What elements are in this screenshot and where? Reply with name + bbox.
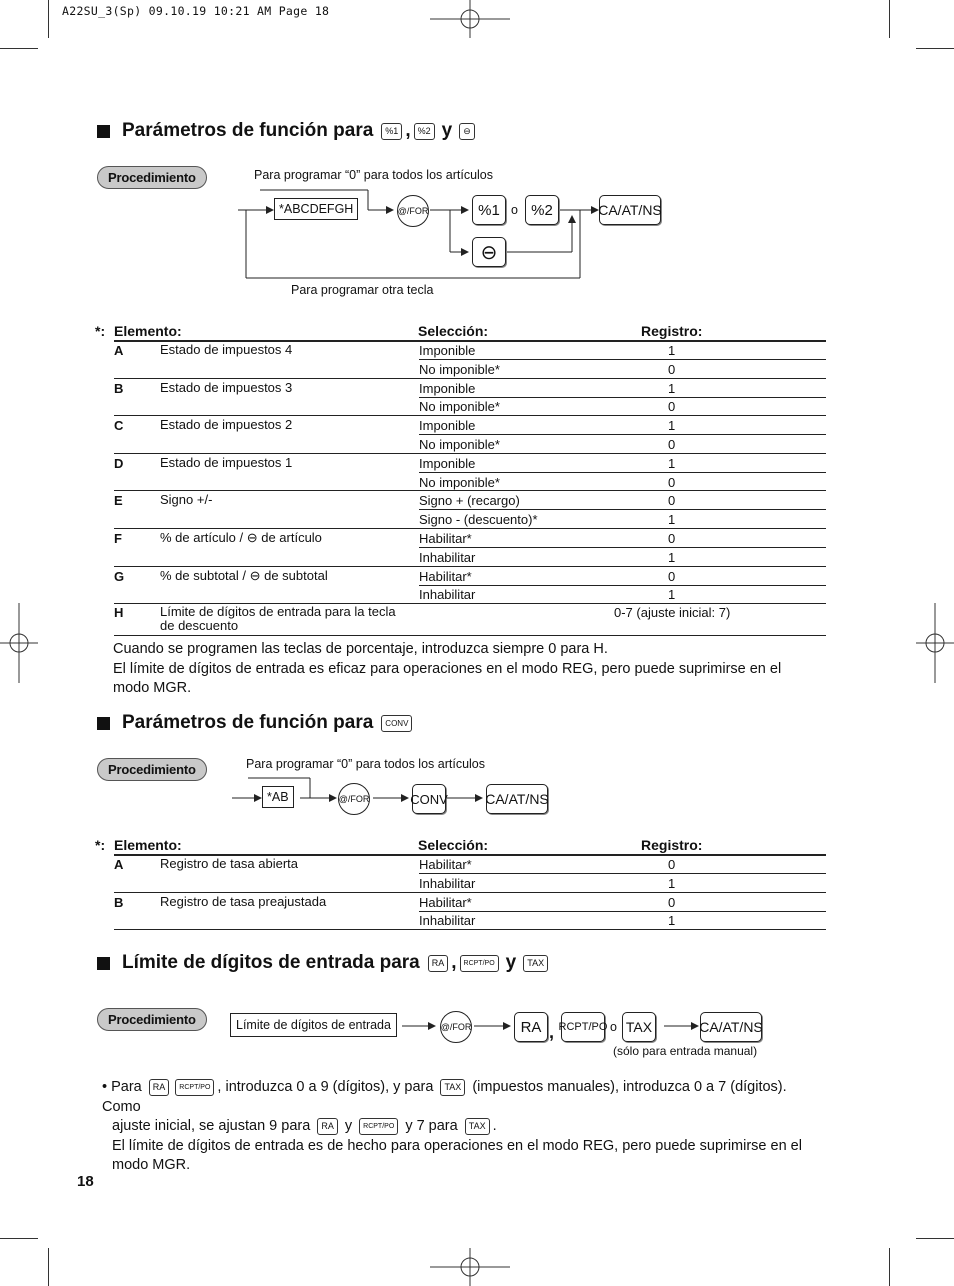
row-code: B: [114, 894, 124, 910]
row-desc: [160, 605, 396, 633]
separator: y: [441, 120, 453, 141]
row-desc: Estado de impuestos 2: [160, 417, 293, 433]
table-row: [95, 454, 826, 491]
text: y 7 para: [405, 1118, 458, 1134]
selection-option: [419, 510, 826, 528]
row-code: F: [114, 531, 122, 546]
crop-mark: [889, 0, 890, 38]
row-desc-line1: Límite de dígitos de entrada para la tecla: [160, 604, 396, 619]
option-register: 0: [668, 857, 676, 872]
text: Para: [111, 1079, 142, 1095]
minus-key-icon: ⊖: [459, 123, 475, 140]
separator: ,: [405, 120, 411, 141]
option-label: Imponible: [419, 418, 476, 434]
option-label: Habilitar*: [419, 568, 472, 584]
crop-mark: [889, 1248, 890, 1286]
option-label: No imponible*: [419, 399, 500, 415]
ca-at-ns-key[interactable]: CA/AT/NS: [599, 195, 661, 225]
selection-option: [419, 341, 826, 359]
selection-option: [419, 585, 826, 603]
option-register: 1: [668, 418, 676, 434]
note-paragraph-1: [113, 640, 781, 699]
percent2-key-icon: %2: [414, 123, 435, 140]
option-register: 0: [668, 474, 676, 490]
note-line: Cuando se programen las teclas de porcentaje, introduzca siempre 0 para H.: [113, 641, 608, 657]
table-header-selection: Selección:: [418, 837, 489, 853]
arrow: [555, 200, 600, 220]
selection-option: [419, 473, 826, 491]
text: .: [492, 1118, 497, 1134]
ca-at-ns-key[interactable]: CA/AT/NS: [486, 784, 548, 814]
tax-key[interactable]: TAX: [622, 1012, 656, 1042]
row-code: H: [114, 605, 124, 620]
text: y: [344, 1118, 353, 1134]
registration-mark: [0, 603, 40, 683]
crop-mark: [916, 48, 954, 49]
rcpt-po-key[interactable]: RCPT/PO: [561, 1012, 605, 1042]
selection-option: [419, 567, 826, 585]
option-register: 1: [668, 512, 676, 528]
procedure-badge: Procedimiento: [97, 758, 207, 781]
note-line: El límite de dígitos de entrada es eficaz para operaciones en el modo REG, pero puede suprimirse en el: [113, 660, 782, 677]
top-note: Para programar “0” para todos los artículos: [254, 168, 493, 182]
option-label: Imponible: [419, 343, 476, 358]
row-desc: Estado de impuestos 1: [160, 454, 293, 470]
table-header-element: Elemento:: [114, 837, 182, 853]
tax-key-icon: TAX: [440, 1079, 465, 1096]
option-label: Habilitar*: [419, 894, 472, 910]
table-divider: [114, 635, 826, 636]
row-code: A: [114, 343, 124, 358]
option-register: 1: [668, 875, 676, 891]
note-line: [102, 1117, 822, 1137]
selection-option: [419, 874, 826, 892]
table-header-register: Registro:: [641, 837, 703, 853]
selection-option: [419, 893, 826, 911]
row-code: G: [114, 568, 125, 584]
input-box-abcdefgh: *ABCDEFGH: [274, 198, 358, 220]
option-register: 0: [668, 531, 676, 546]
minus-key[interactable]: ⊖: [472, 237, 506, 267]
row-desc: Estado de impuestos 4: [160, 342, 293, 357]
selection-option: [419, 911, 826, 929]
percent2-key[interactable]: %2: [525, 195, 559, 225]
tax-key-icon: TAX: [523, 955, 548, 972]
procedure-badge: Procedimiento: [97, 1008, 207, 1031]
option-label: Habilitar*: [419, 857, 472, 872]
option-label: Signo + (recargo): [419, 493, 520, 509]
for-key-button[interactable]: @/FOR: [338, 783, 370, 815]
table-divider: [114, 929, 826, 930]
option-register: 0: [668, 894, 676, 910]
row-desc: % de subtotal / ⊖ de subtotal: [160, 567, 328, 583]
row-desc: Registro de tasa abierta: [160, 856, 299, 871]
note-line: modo MGR.: [113, 680, 192, 696]
comma: ,: [549, 1022, 555, 1042]
selection-option: [419, 855, 826, 873]
for-key-button[interactable]: @/FOR: [397, 195, 429, 227]
row-desc: Registro de tasa preajustada: [160, 893, 327, 909]
bottom-note: Para programar otra tecla: [291, 283, 434, 297]
row-desc: Estado de impuestos 3: [160, 379, 293, 395]
option-register: 0: [668, 493, 676, 509]
rcpt-po-key-icon: RCPT/PO: [359, 1118, 398, 1135]
table-header-selection: Selección:: [418, 323, 489, 339]
row-code: B: [114, 380, 124, 396]
conv-key[interactable]: CONV: [412, 784, 446, 814]
rcpt-po-key-icon: RCPT/PO: [460, 955, 499, 972]
option-register: 1: [668, 587, 676, 603]
option-label: Signo - (descuento)*: [419, 512, 538, 528]
selection-option: [419, 360, 826, 378]
option-label: No imponible*: [419, 474, 500, 490]
note-line: [102, 1078, 822, 1117]
row-value: 0-7 (ajuste inicial: 7): [614, 605, 731, 620]
text: (impuestos manuales), introduzca 0 a 7 (dígitos). Como: [102, 1079, 787, 1115]
top-note: Para programar “0” para todos los artículos: [246, 757, 485, 771]
ca-at-ns-key[interactable]: CA/AT/NS: [700, 1012, 762, 1042]
ra-key[interactable]: RA: [514, 1012, 548, 1042]
row-code: E: [114, 493, 123, 509]
table-header-star: *:: [95, 837, 106, 853]
or-label: o: [610, 1020, 617, 1034]
selection-option: [419, 454, 826, 472]
table-row: [95, 341, 826, 378]
option-label: Inhabilitar: [419, 875, 476, 891]
registration-mark: [430, 1246, 510, 1286]
tax-note: (sólo para entrada manual): [613, 1044, 758, 1058]
table-header-star: *:: [95, 323, 106, 339]
crop-mark: [916, 1238, 954, 1239]
option-label: Inhabilitar: [419, 913, 476, 929]
registration-mark: [430, 0, 510, 40]
selection-option: [419, 548, 826, 566]
option-register: 1: [668, 549, 676, 565]
bullet: •: [102, 1079, 108, 1095]
option-label: Imponible: [419, 380, 476, 396]
table-row: [95, 491, 826, 528]
table-2: [95, 836, 826, 932]
crop-mark: [48, 1248, 49, 1286]
section-title-conv: [97, 712, 415, 734]
square-bullet-icon: [97, 957, 110, 970]
selection-option: [419, 379, 826, 397]
option-register: 0: [668, 399, 676, 415]
note-line: modo MGR.: [112, 1157, 191, 1173]
page-number: 18: [77, 1173, 94, 1190]
ra-key-icon: RA: [317, 1118, 338, 1135]
section-title-percent: [97, 120, 478, 142]
note-paragraph-3: [102, 1078, 822, 1176]
selection-option: [419, 397, 826, 415]
square-bullet-icon: [97, 125, 110, 138]
option-label: Inhabilitar: [419, 587, 476, 603]
option-label: Inhabilitar: [419, 549, 476, 565]
ra-key-icon: RA: [149, 1079, 170, 1096]
text: , introduzca 0 a 9 (dígitos), y para: [217, 1079, 434, 1095]
or-label: o: [511, 203, 518, 217]
tax-key-icon: TAX: [465, 1118, 490, 1135]
option-register: 1: [668, 343, 676, 358]
option-label: No imponible*: [419, 436, 500, 452]
row-code: C: [114, 418, 124, 434]
option-register: 0: [668, 436, 676, 452]
table-1: [95, 322, 826, 642]
crop-mark: [0, 48, 38, 49]
percent1-key[interactable]: %1: [472, 195, 506, 225]
option-register: 0: [668, 568, 676, 584]
section-title-digits: [97, 952, 551, 974]
table-row: [95, 855, 826, 892]
procedure-badge: Procedimiento: [97, 166, 207, 189]
registration-mark: [914, 603, 954, 683]
selection-option: [419, 529, 826, 547]
table-header-register: Registro:: [641, 323, 703, 339]
table-row: [95, 893, 826, 930]
print-header: A22SU_3(Sp) 09.10.19 10:21 AM Page 18: [62, 4, 330, 18]
selection-option: [419, 435, 826, 453]
selection-option: [419, 491, 826, 509]
ra-key-icon: RA: [428, 955, 449, 972]
conv-key-icon: CONV: [381, 715, 412, 732]
row-desc: % de artículo / ⊖ de artículo: [160, 530, 322, 545]
table-row: [95, 416, 826, 453]
option-label: Imponible: [419, 455, 476, 471]
option-register: 1: [668, 455, 676, 471]
rcpt-po-key-icon: RCPT/PO: [175, 1079, 214, 1096]
table-row: [95, 529, 826, 566]
row-desc: Signo +/-: [160, 492, 213, 508]
text: ajuste inicial, se ajustan 9 para: [112, 1118, 311, 1134]
selection-option: [419, 416, 826, 434]
option-label: No imponible*: [419, 361, 500, 377]
percent1-key-icon: %1: [381, 123, 402, 140]
row-desc-line2: de descuento: [160, 618, 239, 633]
option-register: 1: [668, 380, 676, 396]
input-box-digit-limit: Límite de dígitos de entrada: [230, 1013, 397, 1037]
table-row: [95, 603, 826, 637]
separator: y: [505, 952, 517, 973]
note-line: El límite de dígitos de entrada es de hecho para operaciones en el modo REG, pero puede suprimirse en el: [112, 1137, 802, 1154]
section-title-text: Parámetros de función para: [122, 712, 374, 733]
crop-mark: [0, 1238, 38, 1239]
separator: ,: [451, 952, 457, 973]
input-box-ab: *AB: [262, 786, 294, 808]
option-label: Habilitar*: [419, 531, 472, 546]
crop-mark: [48, 0, 49, 38]
row-code: A: [114, 857, 124, 872]
option-register: 0: [668, 361, 676, 377]
section-title-text: Parámetros de función para: [122, 120, 374, 141]
row-code: D: [114, 455, 124, 471]
table-header-element: Elemento:: [114, 323, 182, 339]
option-register: 1: [668, 913, 676, 929]
square-bullet-icon: [97, 717, 110, 730]
table-row: [95, 567, 826, 604]
for-key-button[interactable]: @/FOR: [440, 1011, 472, 1043]
section-title-text: Límite de dígitos de entrada para: [122, 952, 420, 973]
table-row: [95, 379, 826, 416]
